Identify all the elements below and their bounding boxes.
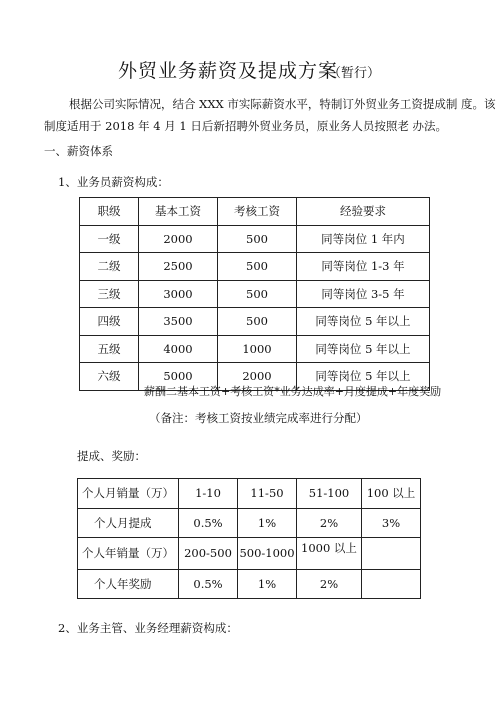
page-title: 外贸业务薪资及提成方案 xyxy=(118,60,339,82)
table-cell: 51-100 xyxy=(297,479,362,509)
table-row xyxy=(78,538,421,570)
intro-paragraph-line2: 制度适用于 2018 年 4 月 1 日后新招聘外贸业务员，原业务人员按照老 办法。 xyxy=(44,119,447,133)
table-cell: 500 xyxy=(218,253,297,281)
table-cell: 3% xyxy=(362,508,421,538)
table-cell: 500-1000 xyxy=(238,538,297,570)
table-cell: 个人年销量（万） xyxy=(78,538,179,570)
table-cell: 1% xyxy=(238,569,297,599)
section-heading-salary-system: 一、薪资体系 xyxy=(44,144,113,158)
table-cell: 六级 xyxy=(80,363,139,391)
commission-table xyxy=(77,478,421,599)
table-cell: 1-10 xyxy=(179,479,238,509)
table-cell: 0.5% xyxy=(179,508,238,538)
table-row xyxy=(80,308,430,336)
salary-formula: 薪酬二基本工资+考核工资*业务达成率+月度提成+年度奖励 xyxy=(144,385,442,398)
table-row xyxy=(78,508,421,538)
table-cell: 3000 xyxy=(139,280,218,308)
table-cell: 同等岗位 3-5 年 xyxy=(297,280,430,308)
table-cell xyxy=(362,538,421,570)
table-cell: 100 以上 xyxy=(362,479,421,509)
table-header-cell: 考核工资 xyxy=(218,198,297,226)
title-note: （暂行） xyxy=(328,66,381,81)
table-cell: 同等岗位 1-3 年 xyxy=(297,253,430,281)
salary-grade-table xyxy=(79,197,430,391)
table-cell: 1% xyxy=(238,508,297,538)
table-cell: 500 xyxy=(218,280,297,308)
table-cell: 200-500 xyxy=(179,538,238,570)
commission-heading: 提成、奖励： xyxy=(77,449,146,463)
table-cell: 同等岗位 5 年以上 xyxy=(297,335,430,363)
intro-paragraph-line1: 根据公司实际情况，结合 XXX 市实际薪资水平，特制订外贸业务工资提成制 度。该 xyxy=(69,97,496,111)
table-cell: 同等岗位 1 年内 xyxy=(297,225,430,253)
table-cell: 500 xyxy=(218,308,297,336)
salary-note: （备注：考核工资按业绩完成率进行分配） xyxy=(149,411,368,425)
subheading-manager-salary: 2、业务主管、业务经理薪资构成： xyxy=(58,621,238,635)
table-cell: 同等岗位 5 年以上 xyxy=(297,363,430,391)
table-cell: 11-50 xyxy=(238,479,297,509)
table-header-cell: 基本工资 xyxy=(139,198,218,226)
table-header-cell: 经验要求 xyxy=(297,198,430,226)
table-row xyxy=(80,280,430,308)
table-cell: 三级 xyxy=(80,280,139,308)
table-cell: 2000 xyxy=(218,363,297,391)
table-header-row xyxy=(80,198,430,226)
table-row xyxy=(80,225,430,253)
subheading-salesperson-salary: 1、业务员薪资构成： xyxy=(58,175,169,189)
table-cell: 个人年奖励 xyxy=(78,569,179,599)
table-cell xyxy=(362,569,421,599)
table-cell: 2000 xyxy=(139,225,218,253)
table-cell: 3500 xyxy=(139,308,218,336)
table-header-cell: 职级 xyxy=(80,198,139,226)
table-cell: 一级 xyxy=(80,225,139,253)
table-cell: 五级 xyxy=(80,335,139,363)
table-cell: 2% xyxy=(297,569,362,599)
table-cell: 个人月提成 xyxy=(78,508,179,538)
table-cell: 2% xyxy=(297,508,362,538)
table-cell: 0.5% xyxy=(179,569,238,599)
table-row xyxy=(80,335,430,363)
table-cell: 1000 xyxy=(218,335,297,363)
table-cell: 个人月销量（万） xyxy=(78,479,179,509)
table-row xyxy=(78,569,421,599)
table-cell: 500 xyxy=(218,225,297,253)
table-cell: 二级 xyxy=(80,253,139,281)
table-row xyxy=(80,253,430,281)
table-cell: 4000 xyxy=(139,335,218,363)
table-cell: 1000 以上 xyxy=(297,538,362,570)
table-cell: 四级 xyxy=(80,308,139,336)
table-cell: 2500 xyxy=(139,253,218,281)
table-row xyxy=(78,479,421,509)
table-cell: 5000 xyxy=(139,363,218,391)
table-cell: 同等岗位 5 年以上 xyxy=(297,308,430,336)
